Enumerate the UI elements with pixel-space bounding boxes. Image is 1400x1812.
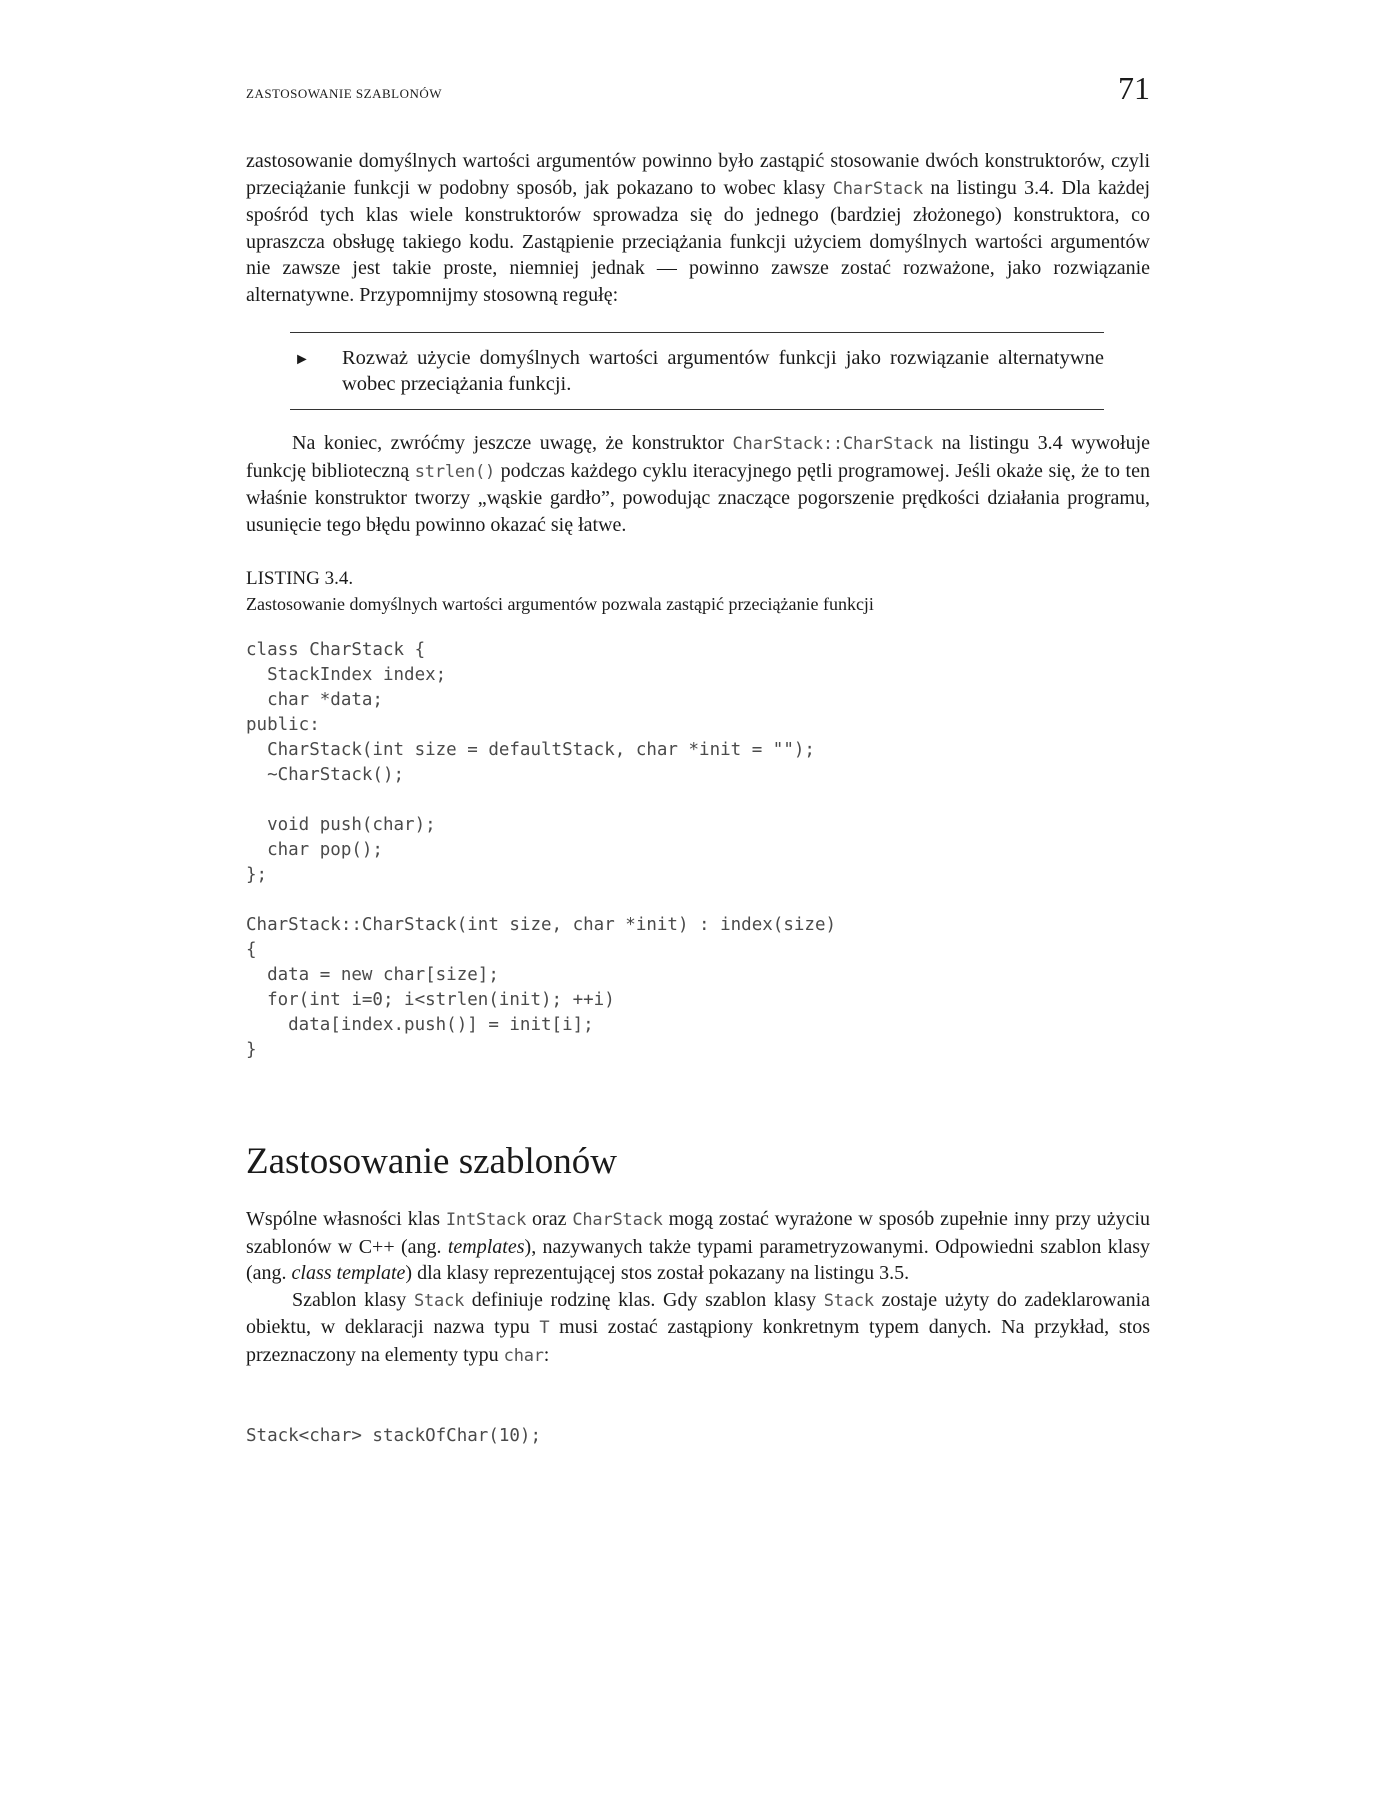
listing-caption: Zastosowanie domyślnych wartości argumentów pozwala zastąpić przeciążanie funkcji xyxy=(246,594,874,614)
code-line: void push(char); xyxy=(246,815,436,835)
code-line: class CharStack { xyxy=(246,640,426,660)
code-line xyxy=(246,788,836,813)
inline-code: CharStack xyxy=(572,1210,663,1230)
code-line: ~CharStack(); xyxy=(246,765,405,785)
section-body xyxy=(246,1206,1150,1369)
page-number: 71 xyxy=(1118,70,1150,106)
code-line: CharStack(int size = defaultStack, char *init = ""); xyxy=(246,740,815,760)
code-example: Stack<char> stackOfChar(10); xyxy=(246,1426,542,1446)
para-text: Na koniec, zwróćmy jeszcze uwagę, że konstruktor xyxy=(292,432,733,454)
code-line: } xyxy=(246,1040,257,1060)
rule-text: Rozważ użycie domyślnych wartości argumentów funkcji jako rozwiązanie alternatywne wobec przeciążania funkcji. xyxy=(342,347,1104,395)
section-paragraph-2: Szablon klasy Stack definiuje rodzinę klas. Gdy szablon klasy Stack zostaje użyty do zadeklarowania obiektu, w deklaracji nazwa typu T musi zostać zastąpiony konkretnym typem danych. Na przykład, stos przeznaczony na elementy typu char: xyxy=(246,1288,1151,1366)
code-line xyxy=(246,888,836,913)
rule-box xyxy=(290,332,1104,410)
intro-text: zastosowanie domyślnych wartości argumentów powinno było zastąpić stosowanie dwóch konstruktorów, czyli przeciążanie funkcji w podobny sposób, jak pokazano to wobec klasy xyxy=(246,150,1150,199)
inline-code: IntStack xyxy=(445,1210,527,1230)
code-line: char *data; xyxy=(246,690,383,710)
intro-paragraph xyxy=(246,148,1150,308)
code-line: { xyxy=(246,940,257,960)
code-line: for(int i=0; i<strlen(init); ++i) xyxy=(246,990,615,1010)
running-head: ZASTOSOWANIE SZABLONÓW xyxy=(246,86,443,101)
para-text: na listingu 3.4 wywołuje funkcję biblioteczną xyxy=(246,432,1151,482)
listing-label: LISTING 3.4. xyxy=(246,568,354,589)
section-paragraph-1: Wspólne własności klas IntStack oraz CharStack mogą zostać wyrażone w sposób zupełnie inny przy użyciu szablonów w C++ (ang. templates), nazywanych także typami parametryzowanymi. Odpowiedni szablon klasy (ang. class template) dla klasy reprezentującej stos został pokazany na listingu 3.5. xyxy=(246,1208,1151,1284)
code-line: public: xyxy=(246,715,320,735)
code-line: StackIndex index; xyxy=(246,665,447,685)
inline-code: T xyxy=(539,1318,550,1338)
code-listing xyxy=(246,638,836,1063)
code-line: data[index.push()] = init[i]; xyxy=(246,1015,594,1035)
inline-code: CharStack::CharStack xyxy=(732,434,934,454)
inline-code: Stack xyxy=(413,1290,465,1311)
emphasis: class template xyxy=(291,1262,406,1284)
para-text: podczas każdego cyklu iteracyjnego pętli programowej. Jeśli okaże się, że to ten właśnie konstruktor tworzy „wąskie gardło”, powodując znaczące pogorszenie prędkości działania programu, usunięcie tego błędu powinno okazać się łatwe. xyxy=(246,459,1150,536)
code-line: char pop(); xyxy=(246,840,383,860)
inline-code: Stack xyxy=(823,1290,874,1311)
bullet-triangle-icon: ► xyxy=(294,351,310,368)
inline-code: char xyxy=(503,1345,544,1366)
paragraph-constructor-note xyxy=(246,430,1150,538)
emphasis: templates xyxy=(447,1235,525,1258)
code-line: CharStack::CharStack(int size, char *init) : index(size) xyxy=(246,915,837,935)
intro-text-cont: na listingu 3.4. Dla każdej spośród tych klas wiele konstruktorów sprowadza się do jednego (bardziej złożonego) konstruktora, co upraszcza obsługę takiego kodu. Zastąpienie przeciążania funkcji użyciem domyślnych wartości argumentów nie zawsze jest takie proste, niemniej jednak — powinno zawsze zostać rozważone, jako rozwiązanie alternatywne. Przypomnijmy stosowną regułę: xyxy=(246,176,1151,306)
inline-code: strlen() xyxy=(414,461,496,482)
code-line: data = new char[size]; xyxy=(246,965,499,985)
code-line: }; xyxy=(246,865,268,885)
section-heading: Zastosowanie szablonów xyxy=(246,1141,617,1182)
inline-code: CharStack xyxy=(832,178,924,199)
